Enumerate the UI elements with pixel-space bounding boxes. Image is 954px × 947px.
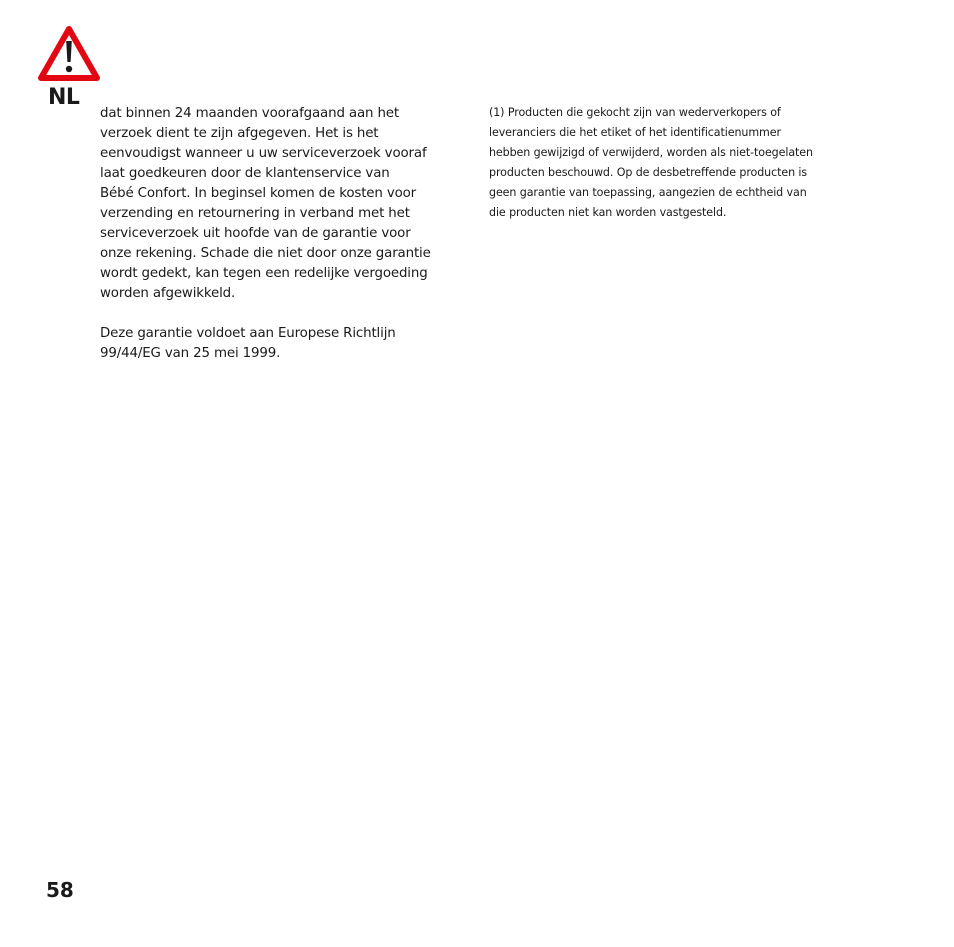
page-number: 58 [46, 878, 74, 902]
directive-paragraph: Deze garantie voldoet aan Europese Richtlijn 99/44/EG van 25 mei 1999. [100, 326, 396, 361]
left-column [100, 104, 465, 364]
footnote: (1) Producten die gekocht zijn van wederverkopers of leveranciers die het etiket of het identificatienummer hebben gewijzigd of verwijderd, worden als niet-toegelaten producten beschouwd. Op de desbetreffende producten is geen garantie van toepassing, aangezien de echtheid van die producten niet kan worden vastgesteld. [489, 106, 813, 219]
language-code: NL [48, 85, 80, 110]
right-column [489, 103, 859, 223]
warning-triangle-icon [37, 25, 101, 83]
warranty-paragraph: dat binnen 24 maanden voorafgaand aan het verzoek dient te zijn afgegeven. Het is het eenvoudigst wanneer u uw serviceverzoek vooraf laat goedkeuren door de klantenservice van Bébé Confort. In beginsel komen de kosten voor verzending en retournering in verband met het serviceverzoek uit hoofde van de garantie voor onze rekening. Schade die niet door onze garantie wordt gedekt, kan tegen een redelijke vergoeding worden afgewikkeld. [100, 106, 431, 301]
